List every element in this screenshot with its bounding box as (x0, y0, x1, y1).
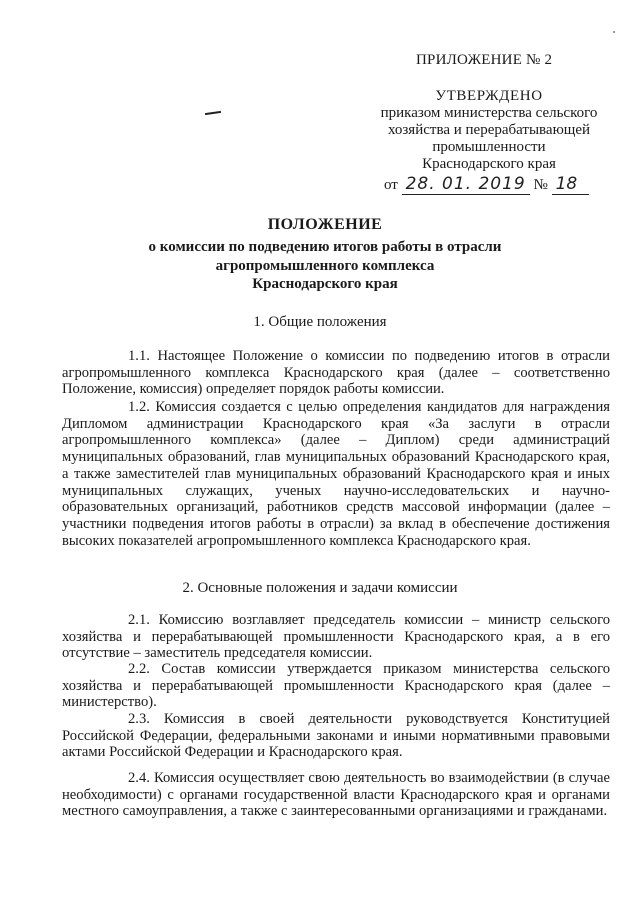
order-prefix: от (384, 177, 398, 193)
paragraph: 2.1. Комиссию возглавляет председатель комиссии – министр сельского хозяйства и перерабатывающей промышленности Краснодарского края, а в его отсутствие – заместитель председателя комиссии. (62, 612, 610, 662)
paragraph: 2.2. Состав комиссии утверждается приказом министерства сельского хозяйства и перерабатывающей промышленности Краснодарского края (далее – министерство). (62, 661, 610, 711)
order-number-label: № (533, 177, 548, 193)
approved-line: хозяйства и перерабатывающей (387, 122, 591, 138)
pen-mark (205, 111, 221, 115)
order-date: 28. 01. 2019 (402, 174, 530, 195)
document-title: ПОЛОЖЕНИЕ (267, 216, 383, 233)
paragraph: 1.1. Настоящее Положение о комиссии по подведению итогов в отрасли агропромышленного комплекса Краснодарского края (далее – соответственно Положение, комиссия) определяет порядок работы комиссии. (62, 348, 610, 398)
appendix-number: ПРИЛОЖЕНИЕ № 2 (416, 52, 553, 68)
paragraph: 1.2. Комиссия создается с целью определения кандидатов для награждения Дипломом администрации Краснодарского края «За заслуги в отрасли агропромышленного комплекса» (далее – Диплом) среди администраций муниципальных образований, глав муниципальных образований Краснодарского края, а также заместителей глав муниципальных образований Краснодарского края и иных муниципальных служащих, ученых научно-исследовательских и научно-образовательных организаций, работников средств массовой информации (далее – участники подведения итогов работы в отрасли) за вклад в обеспечение достижения высоких показателей агропромышленного комплекса Краснодарского края. (62, 399, 610, 549)
paragraph: 2.3. Комиссия в своей деятельности руководствуется Конституцией Российской Федерации, федеральными законами и иными нормативными правовыми актами Российской Федерации и Краснодарского края. (62, 711, 610, 761)
section-heading: 1. Общие положения (253, 314, 387, 330)
approved-line: промышленности (432, 139, 546, 155)
approved-title: УТВЕРЖДЕНО (435, 88, 543, 104)
order-line (384, 174, 589, 195)
approved-line: Краснодарского края (422, 156, 556, 172)
approved-line: приказом министерства сельского (380, 105, 598, 121)
approval-block (366, 88, 612, 173)
document-subtitle-line: о комиссии по подведению итогов работы в отрасли (148, 239, 502, 255)
document-subtitle-line: Краснодарского края (252, 276, 398, 292)
order-number: 18 (552, 174, 590, 195)
scan-speck (613, 31, 615, 33)
section-heading: 2. Основные положения и задачи комиссии (182, 580, 458, 596)
paragraph: 2.4. Комиссия осуществляет свою деятельность во взаимодействии (в случае необходимости) с органами государственной власти Краснодарского края и органами местного самоуправления, а также с заинтересованными организациями и гражданами. (62, 770, 610, 820)
document-subtitle-line: агропромышленного комплекса (215, 258, 435, 274)
